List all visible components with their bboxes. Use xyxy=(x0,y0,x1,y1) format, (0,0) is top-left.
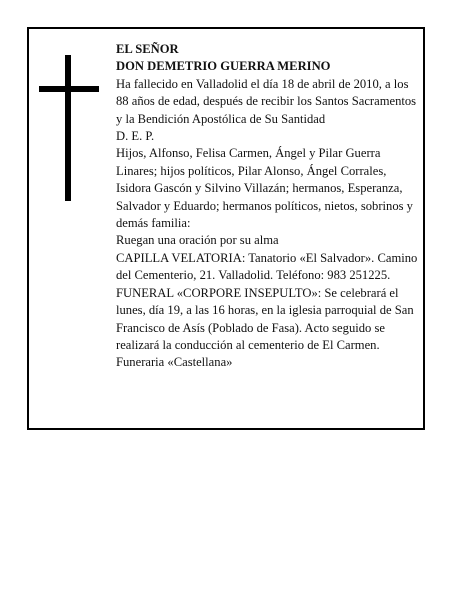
dep-text: D. E. P. xyxy=(116,129,155,144)
title-line-1: EL SEÑOR xyxy=(116,42,179,56)
deceased-name: DON DEMETRIO GUERRA MERINO xyxy=(116,59,331,74)
cross-icon xyxy=(39,55,99,201)
chapel-info: CAPILLA VELATORIA: Tanatorio «El Salvador». Camino del Cementerio, 21. Valladolid. Teléfono: 983 251225. xyxy=(116,250,418,283)
cross-vertical-bar xyxy=(65,55,71,201)
death-announcement: Ha fallecido en Valladolid el día 18 de abril de 2010, a los 88 años de edad, después de recibir los Santos Sacramentos y la Bendición Apostólica de Su Santidad xyxy=(116,76,417,126)
cross-horizontal-bar xyxy=(39,86,99,92)
funeral-info: FUNERAL «CORPORE INSEPULTO»: Se celebrará el lunes, día 19, a las 16 horas, en la iglesia parroquial de San Francisco de Asís (Poblado de Fasa). Acto seguido se realizará la conducción al cementerio de El Carmen. xyxy=(116,285,414,352)
obituary-notice xyxy=(27,27,425,430)
prayer-request: Ruegan una oración por su alma xyxy=(116,233,279,248)
funeral-home: Funeraria «Castellana» xyxy=(116,355,233,370)
obituary-text xyxy=(116,41,422,372)
family-list: Hijos, Alfonso, Felisa Carmen, Ángel y Pilar Guerra Linares; hijos políticos, Pilar Alonso, Ángel Corrales, Isidora Gascón y Silvino Villazán; hermanos, Esperanza, Salvador y Eduardo; hermanos políticos, nietos, sobrinos y demás familia: xyxy=(116,146,413,231)
